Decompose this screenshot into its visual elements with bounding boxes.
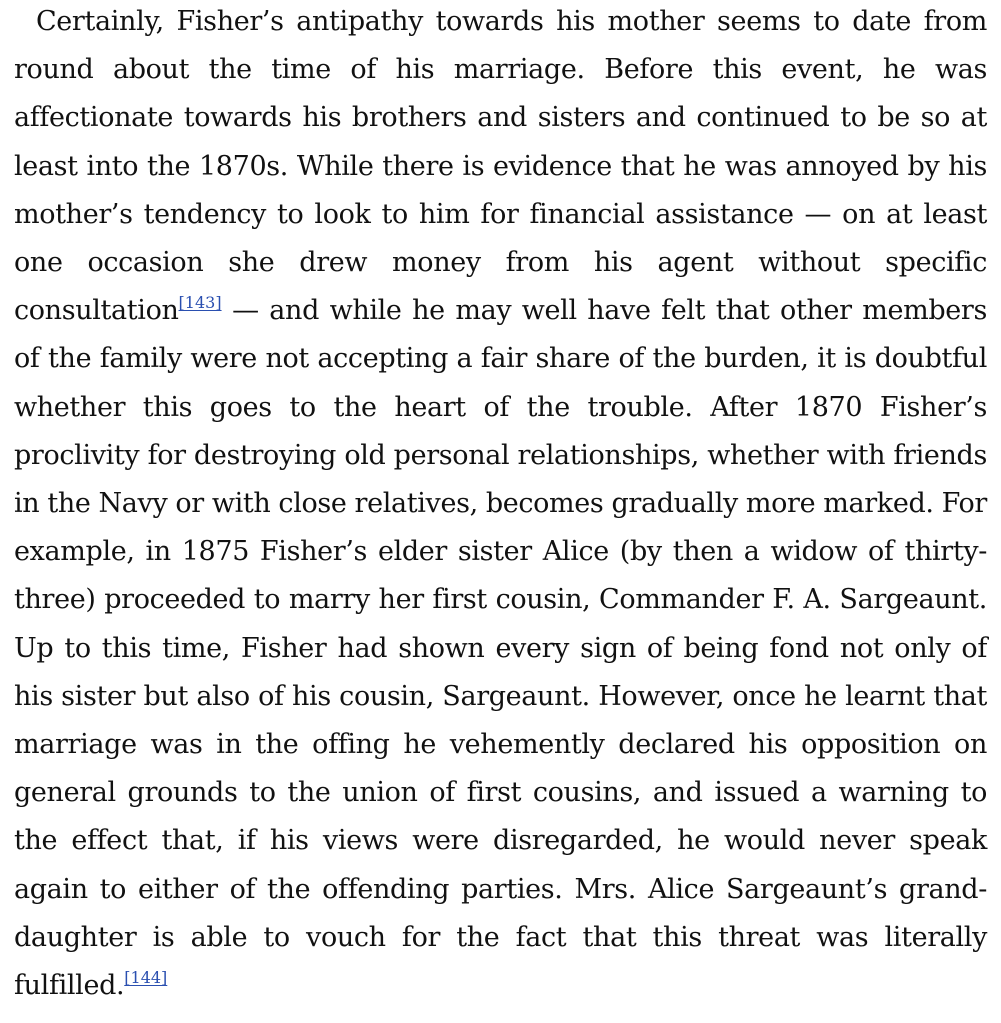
- paragraph-text-part-2: — and while he may well have felt that other members of the family were not accepting a fair share of the burden, it is doubtful whether this goes to the heart of the trouble. After 1870 Fisher’s proclivity for destroying old personal relationships, whether with friends in the Navy or with close relatives, becomes gradually more marked. For example, in 1875 Fisher’s elder sister Alice (by then a widow of thirty-three) proceeded to marry her first cousin, Commander F. A. Sargeaunt. Up to this time, Fisher had shown every sign of being fond not only of his sister but also of his cousin, Sargeaunt. However, once he learnt that marriage was in the offing he vehemently declared his opposition on general grounds to the union of first cousins, and issued a warning to the effect that, if his views were disregarded, he would never speak again to either of the offending parties. Mrs. Alice Sargeaunt’s grand-daughter is able to vouch for the fact that this threat was literally fulfilled.: [14, 295, 987, 1002]
- footnote-link-143[interactable]: [143]: [178, 293, 222, 313]
- body-paragraph: [14, 0, 987, 1010]
- footnote-link-144[interactable]: [144]: [124, 967, 168, 987]
- paragraph-text-part-1: Certainly, Fisher’s antipathy towards his mother seems to date from round about the time of his marriage. Before this event, he was affectionate towards his brothers and sisters and continued to be so at least into the 1870s. While there is evidence that he was annoyed by his mother’s tendency to look to him for financial assistance — on at least one occasion she drew money from his agent without specific consultation: [14, 6, 987, 327]
